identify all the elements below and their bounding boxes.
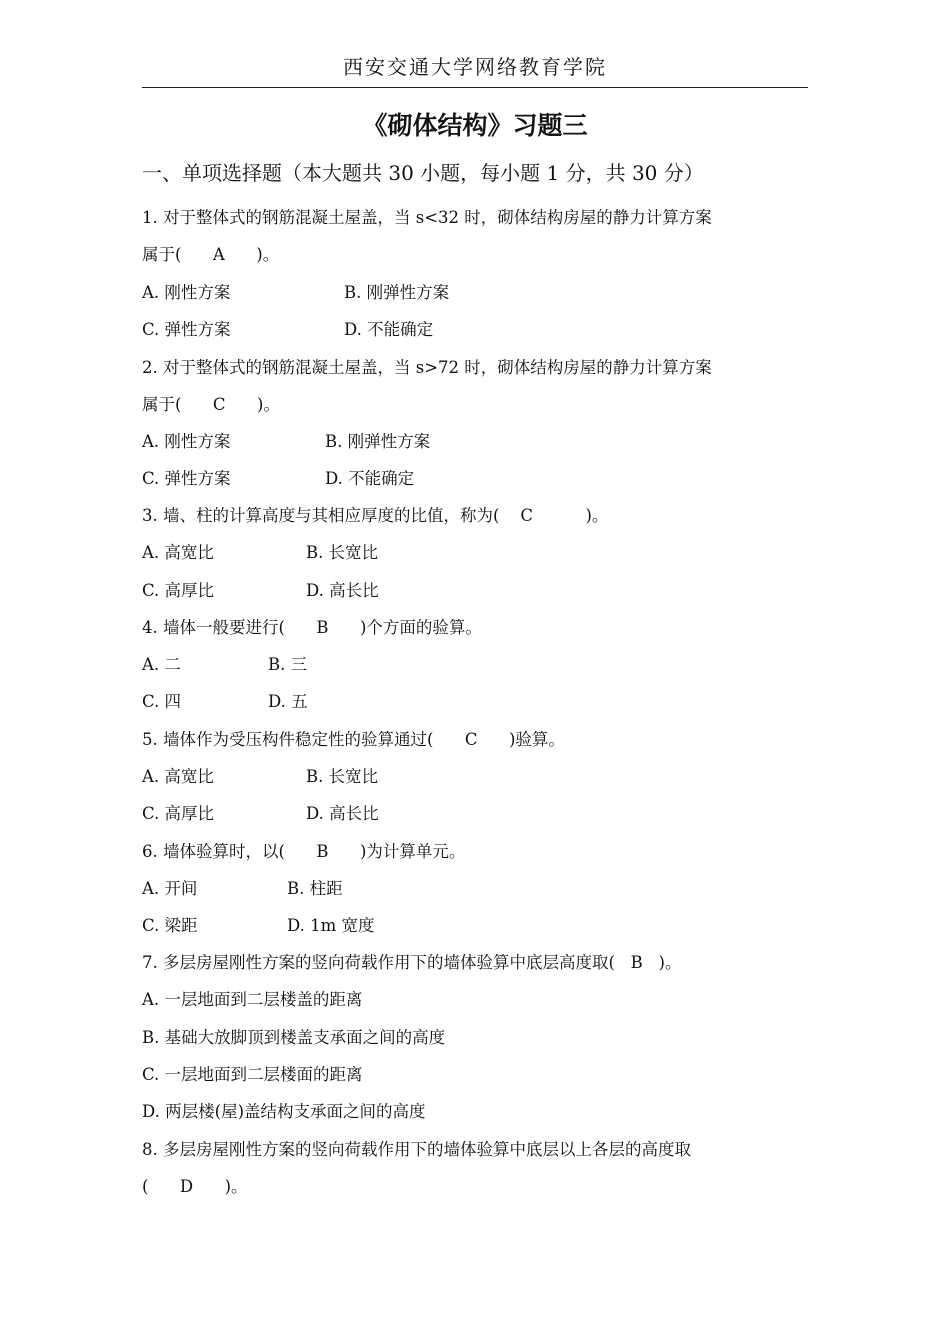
question-7-option-b: B. 基础大放脚顶到楼盖支承面之间的高度 <box>142 1028 446 1047</box>
question-2-option-a: A. 刚性方案 <box>142 432 231 451</box>
question-3-option-a: A. 高宽比 <box>142 543 214 562</box>
document-title: 《砌体结构》习题三 <box>362 111 588 140</box>
question-4-option-d: D. 五 <box>268 692 308 711</box>
question-7-option-c: C. 一层地面到二层楼面的距离 <box>142 1065 363 1084</box>
question-6-option-d: D. 1m 宽度 <box>287 916 375 935</box>
question-6-option-c: C. 梁距 <box>142 916 198 935</box>
question-5-option-a: A. 高宽比 <box>142 767 214 786</box>
question-4-stem: 4. 墙体一般要进行( B )个方面的验算。 <box>142 618 482 637</box>
question-2-stem: 2. 对于整体式的钢筋混凝土屋盖，当 s>72 时，砌体结构房屋的静力计算方案 <box>142 358 712 377</box>
question-3-option-c: C. 高厚比 <box>142 581 215 600</box>
question-1-option-a: A. 刚性方案 <box>142 283 231 302</box>
question-1-option-b: B. 刚弹性方案 <box>344 283 450 302</box>
question-7-stem: 7. 多层房屋刚性方案的竖向荷载作用下的墙体验算中底层高度取( B )。 <box>142 953 682 972</box>
question-4-option-a: A. 二 <box>142 655 181 674</box>
question-7-option-d: D. 两层楼(屋)盖结构支承面之间的高度 <box>142 1102 426 1121</box>
section-heading: 一、单项选择题（本大题共 30 小题，每小题 1 分，共 30 分） <box>142 161 704 185</box>
question-8-stem-cont: ( D )。 <box>142 1177 248 1196</box>
question-6-option-b: B. 柱距 <box>287 879 343 898</box>
question-1-stem-cont: 属于( A )。 <box>142 245 280 264</box>
institution-header: 西安交通大学网络教育学院 <box>343 55 607 79</box>
question-5-stem: 5. 墙体作为受压构件稳定性的验算通过( C )验算。 <box>142 730 565 749</box>
question-3-option-b: B. 长宽比 <box>306 543 379 562</box>
question-1-stem: 1. 对于整体式的钢筋混凝土屋盖，当 s<32 时，砌体结构房屋的静力计算方案 <box>142 208 712 227</box>
header-divider <box>142 87 808 88</box>
question-6-stem: 6. 墙体验算时，以( B )为计算单元。 <box>142 842 466 861</box>
question-6-option-a: A. 开间 <box>142 879 198 898</box>
question-4-option-b: B. 三 <box>268 655 308 674</box>
question-7-option-a: A. 一层地面到二层楼盖的距离 <box>142 990 363 1009</box>
question-2-option-c: C. 弹性方案 <box>142 469 231 488</box>
question-1-option-c: C. 弹性方案 <box>142 320 231 339</box>
question-2-option-b: B. 刚弹性方案 <box>325 432 431 451</box>
question-5-option-b: B. 长宽比 <box>306 767 379 786</box>
question-5-option-c: C. 高厚比 <box>142 804 215 823</box>
question-4-option-c: C. 四 <box>142 692 182 711</box>
question-2-option-d: D. 不能确定 <box>325 469 415 488</box>
question-3-option-d: D. 高长比 <box>306 581 379 600</box>
question-8-stem: 8. 多层房屋刚性方案的竖向荷载作用下的墙体验算中底层以上各层的高度取 <box>142 1140 691 1159</box>
question-5-option-d: D. 高长比 <box>306 804 379 823</box>
question-2-stem-cont: 属于( C )。 <box>142 395 280 414</box>
question-1-option-d: D. 不能确定 <box>344 320 434 339</box>
question-3-stem: 3. 墙、柱的计算高度与其相应厚度的比值，称为( C )。 <box>142 506 609 525</box>
